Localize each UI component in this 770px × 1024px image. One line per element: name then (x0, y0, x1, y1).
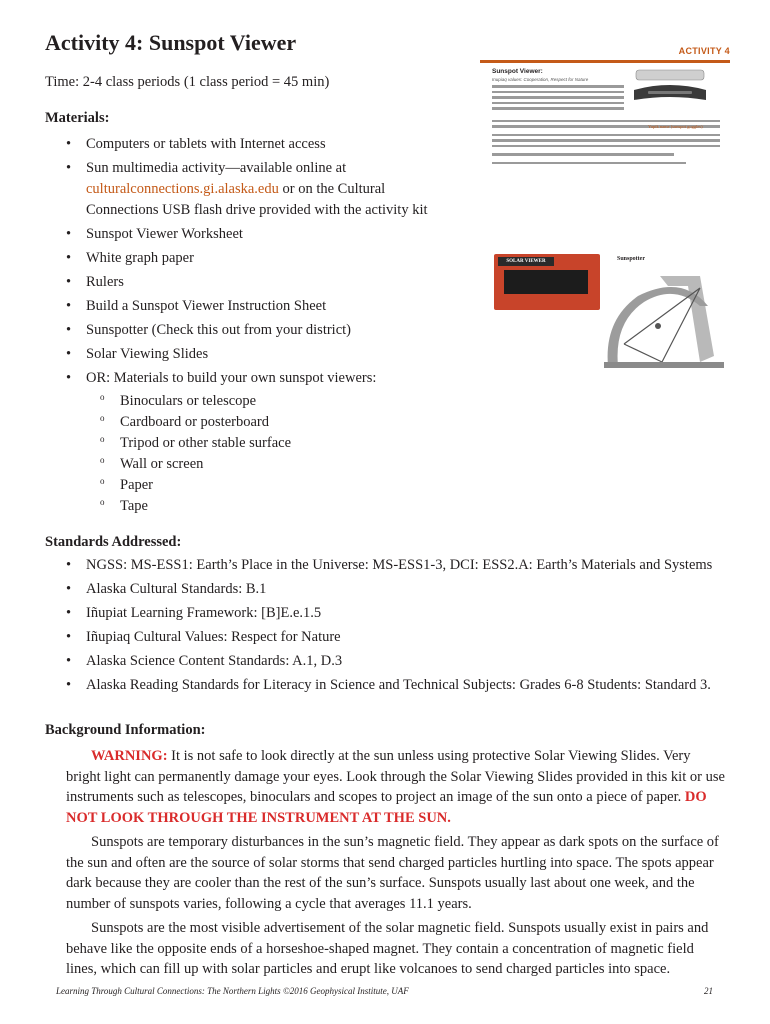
solar-viewer-label: SOLAR VIEWER (498, 257, 554, 266)
text-line (492, 139, 720, 142)
sub-list-item: o Paper (100, 475, 446, 496)
paragraph-text: It is not safe to look directly at the sun unless using protective Solar Viewing Slides. Very bright light can permanently damage your eyes. Look through the Solar Viewing Slides provided in this kit or use instruments such as telescopes, binoculars and scopes to project an image of the sun onto a piece of paper. (66, 748, 725, 805)
list-item: • Computers or tablets with Internet access (66, 134, 446, 155)
website-link[interactable]: culturalconnections.gi.alaska.edu (86, 181, 279, 197)
thumbnail-header (480, 44, 730, 63)
text-line (492, 162, 686, 165)
sub-list-item: o Tripod or other stable surface (100, 433, 446, 454)
list-item-text: Sun multimedia activity—available online at (86, 160, 347, 176)
list-item-text: OR: Materials to build your own sunspot viewers: (86, 370, 377, 386)
worksheet-thumbnail (480, 44, 730, 374)
list-item-text: or on the Cultural Connections USB flash drive provided with the activity kit (86, 181, 428, 218)
solar-viewer-card (494, 254, 600, 310)
page-number: 21 (704, 986, 713, 996)
sunspotter-diagram (588, 266, 730, 370)
text-line (492, 107, 624, 110)
sub-list (86, 391, 446, 517)
warning-label: WARNING: (91, 748, 168, 764)
list-item: • Iñupiaq Cultural Values: Respect for Nature (66, 627, 746, 648)
materials-list (66, 134, 446, 520)
diagram-title: Sunspotter (617, 256, 646, 262)
text-line (492, 145, 720, 148)
warning-text: DO NOT LOOK THROUGH THE INSTRUMENT AT THE SUN. (66, 789, 707, 826)
thumbnail-subtitle: Inupiaq values: Cooperation, Respect for Nature (492, 77, 589, 82)
materials-heading: Materials: (45, 110, 110, 126)
list-item: • Sunspotter (Check this out from your district) (66, 320, 446, 341)
list-item: • Sunspot Viewer Worksheet (66, 224, 446, 245)
sub-list-item: o Tape (100, 496, 446, 517)
goggles-caption: Yupik name (sunspot goggles) (648, 124, 703, 129)
background-heading: Background Information: (45, 722, 206, 738)
footer-text: Learning Through Cultural Connections: The Northern Lights ©2016 Geophysical Institute, UAF (56, 986, 409, 996)
list-item: • Build a Sunspot Viewer Instruction Sheet (66, 296, 446, 317)
text-line (492, 134, 720, 137)
list-item: • White graph paper (66, 248, 446, 269)
paragraph (66, 746, 726, 828)
page-title: Activity 4: Sunspot Viewer (45, 30, 297, 55)
sub-list-item: o Binoculars or telescope (100, 391, 446, 412)
list-item: • Alaska Science Content Standards: A.1, D.3 (66, 651, 746, 672)
paragraph: Sunspots are the most visible advertisement of the solar magnetic field. Sunspots usually exist in pairs and behave like the opposite ends of a horseshoe-shaped magnet. They contain a concentration of magnetic field lines, which can fill up with solar particles and erupt like volcanoes to send charged particles into space. (66, 920, 709, 977)
goggles-photo (630, 68, 710, 106)
background-body (66, 746, 726, 984)
thumbnail-title: Sunspot Viewer: (492, 68, 543, 75)
list-item: • Iñupiat Learning Framework: [B]E.e.1.5 (66, 603, 746, 624)
list-item (66, 368, 446, 517)
sub-list-item: o Cardboard or posterboard (100, 412, 446, 433)
sub-list-item: o Wall or screen (100, 454, 446, 475)
viewer-filter (504, 270, 588, 294)
list-item: • Solar Viewing Slides (66, 344, 446, 365)
list-item: • Alaska Reading Standards for Literacy in Science and Technical Subjects: Grades 6-8 Students: Standard 3. (66, 675, 746, 696)
list-item: • NGSS: MS-ESS1: Earth’s Place in the Universe: MS-ESS1-3, DCI: ESS2.A: Earth’s Materials and Systems (66, 555, 746, 576)
text-line (492, 102, 624, 105)
paragraph: Sunspots are temporary disturbances in the sun’s magnetic field. They appear as dark spots on the surface of the sun and often are the source of solar storms that send charged particles hurtling into space. The spots appear dark because they are cooler than the rest of the sun’s surface. Sunspots usually last about one week, and the number of sunspots varies, following a cycle that averages 11.1 years. (66, 834, 719, 912)
text-line (492, 85, 624, 88)
text-line (492, 91, 624, 94)
activity-tag: ACTIVITY 4 (678, 46, 730, 56)
standards-list (66, 555, 746, 699)
text-line (492, 153, 674, 156)
list-item: • Rulers (66, 272, 446, 293)
text-line (492, 120, 720, 123)
standards-heading: Standards Addressed: (45, 534, 182, 550)
text-line (492, 96, 624, 99)
time-duration: Time: 2-4 class periods (1 class period = 45 min) (45, 74, 330, 90)
list-item (66, 158, 446, 221)
list-item: • Alaska Cultural Standards: B.1 (66, 579, 746, 600)
